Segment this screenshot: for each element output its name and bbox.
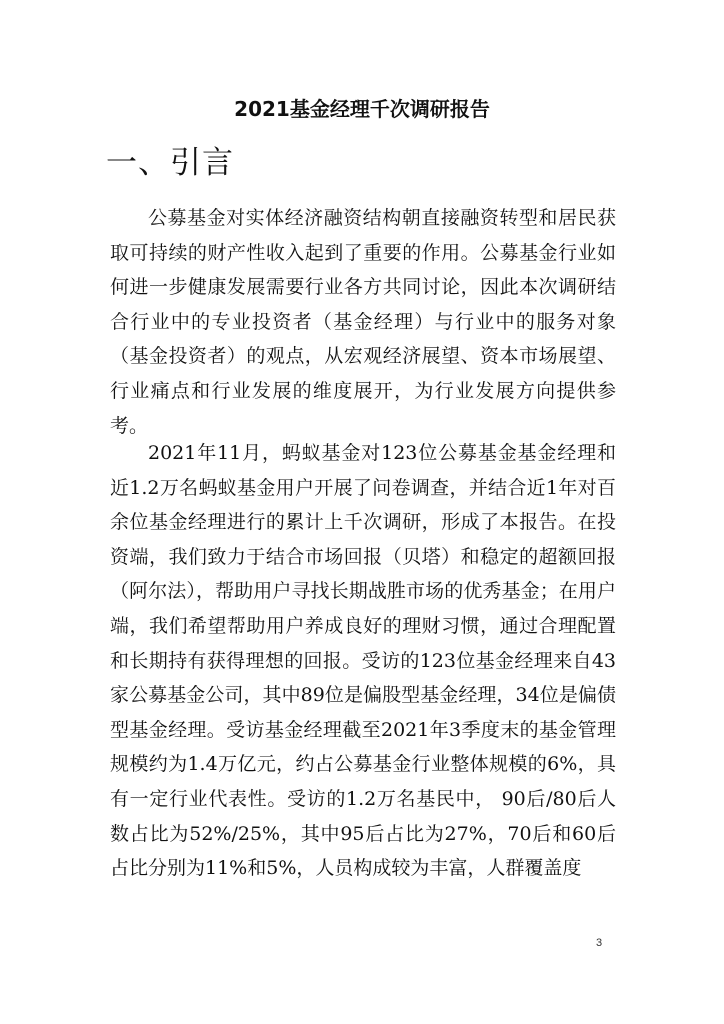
- document-title: 2021基金经理千次调研报告: [234, 97, 490, 121]
- page-number: 3: [596, 937, 603, 949]
- body-paragraph-1: 公募基金对实体经济融资结构朝直接融资转型和居民获取可持续的财产性收入起到了重要的作用。公募基金行业如何进一步健康发展需要行业各方共同讨论，因此本次调研结合行业中的专业投资者（基金经理）与行业中的服务对象（基金投资者）的观点，从宏观经济展望、资本市场展望、行业痛点和行业发展的维度展开，为行业发展方向提供参考。: [110, 207, 616, 437]
- body-paragraph-2: 2021年11月，蚂蚁基金对123位公募基金基金经理和近1.2万名蚂蚁基金用户开展了问卷调查，并结合近1年对百余位基金经理进行的累计上千次调研，形成了本报告。在投资端，我们致力于结合市场回报（贝塔）和稳定的超额回报（阿尔法），帮助用户寻找长期战胜市场的优秀基金；在用户端，我们希望帮助用户养成良好的理财习惯，通过合理配置和长期持有获得理想的回报。受访的123位基金经理来自43家公募基金公司，其中89位是偏股型基金经理，34位是偏债型基金经理。受访基金经理截至2021年3季度末的基金管理规模约为1.4万亿元，约占公募基金行业整体规模的6%，具有一定行业代表性。受访的1.2万名基民中， 90后/80后人数占比为52%/25%，其中95后占比为27%，70后和60后占比分别为11%和5%，人员构成较为丰富，人群覆盖度: [110, 442, 616, 880]
- section-heading: 一、引言: [106, 145, 234, 181]
